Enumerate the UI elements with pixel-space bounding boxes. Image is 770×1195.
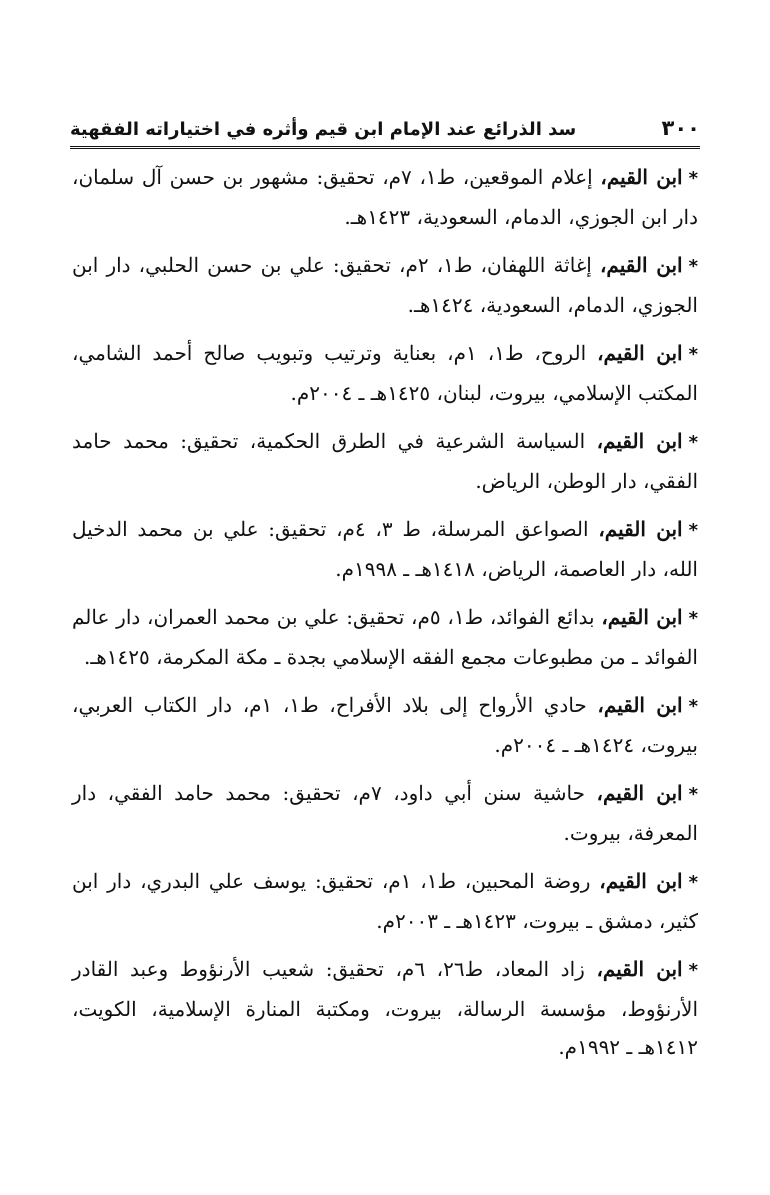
- entry-text: إغاثة اللهفان، ط١، ٢م، تحقيق: علي بن حسن الحلبي، دار ابن الجوزي، الدمام، السعودية، ١٤٢٤هـ.: [72, 253, 698, 317]
- bullet-star-icon: *: [688, 432, 698, 453]
- running-title: سد الذرائع عند الإمام ابن قيم وأثره في اختياراته الفقهية: [70, 119, 577, 140]
- entry-text: الصواعق المرسلة، ط ٣، ٤م، تحقيق: علي بن محمد الدخيل الله، دار العاصمة، الرياض، ١٤١٨هـ ـ ١٩٩٨م.: [72, 517, 698, 581]
- bullet-star-icon: *: [688, 872, 699, 893]
- entry-author: ابن القيم،: [597, 693, 683, 717]
- entry-author: ابن القيم،: [596, 957, 683, 981]
- entry-author: ابن القيم،: [597, 341, 683, 365]
- bibliography-entry: [72, 774, 698, 852]
- entry-author: ابن القيم،: [599, 253, 683, 277]
- entry-text: حادي الأرواح إلى بلاد الأفراح، ط١، ١م، دار الكتاب العربي، بيروت، ١٤٢٤هـ ـ ٢٠٠٤م.: [72, 693, 698, 757]
- entry-author: ابن القيم،: [596, 429, 683, 453]
- bullet-star-icon: *: [688, 784, 698, 805]
- bullet-star-icon: *: [688, 696, 698, 717]
- bibliography-list: [72, 158, 698, 1076]
- bibliography-entry: [72, 158, 698, 236]
- header-rule: [70, 146, 700, 149]
- bibliography-entry: [72, 862, 698, 940]
- bullet-star-icon: *: [688, 608, 699, 629]
- bullet-star-icon: *: [688, 256, 698, 277]
- entry-author: ابن القيم،: [600, 165, 683, 189]
- bullet-star-icon: *: [688, 344, 698, 365]
- page-header: [70, 100, 700, 140]
- entry-text: السياسة الشرعية في الطرق الحكمية، تحقيق: محمد حامد الفقي، دار الوطن، الرياض.: [72, 429, 698, 493]
- entry-author: ابن القيم،: [598, 517, 683, 541]
- entry-author: ابن القيم،: [601, 605, 683, 629]
- page-number: ٣٠٠: [661, 116, 700, 140]
- entry-text: الروح، ط١، ١م، بعناية وترتيب وتبويب صالح أحمد الشامي، المكتب الإسلامي، بيروت، لبنان، ١٤٢٥هـ ـ ٢٠٠٤م.: [72, 341, 698, 405]
- bibliography-entry: [72, 598, 698, 676]
- bibliography-entry: [72, 246, 698, 324]
- entry-text: حاشية سنن أبي داود، ٧م، تحقيق: محمد حامد الفقي، دار المعرفة، بيروت.: [72, 781, 698, 845]
- bibliography-entry: [72, 950, 698, 1066]
- bullet-star-icon: *: [688, 960, 699, 981]
- entry-text: إعلام الموقعين، ط١، ٧م، تحقيق: مشهور بن حسن آل سلمان، دار ابن الجوزي، الدمام، السعودية، ١٤٢٣هـ.: [72, 165, 698, 229]
- entry-author: ابن القيم،: [596, 781, 683, 805]
- bibliography-entry: [72, 334, 698, 412]
- entry-text: زاد المعاد، ط٢٦، ٦م، تحقيق: شعيب الأرنؤوط وعبد القادر الأرنؤوط، مؤسسة الرسالة، بيروت، ومكتبة المنارة الإسلامية، الكويت، ١٤١٢هـ ـ ١٩٩٢م.: [72, 957, 698, 1059]
- bibliography-entry: [72, 422, 698, 500]
- entry-text: روضة المحبين، ط١، ١م، تحقيق: يوسف علي البدري، دار ابن كثير، دمشق ـ بيروت، ١٤٢٣هـ ـ ٢٠٠٣م.: [72, 869, 698, 933]
- bullet-star-icon: *: [688, 520, 698, 541]
- bibliography-entry: [72, 510, 698, 588]
- bibliography-entry: [72, 686, 698, 764]
- bullet-star-icon: *: [688, 168, 698, 189]
- entry-author: ابن القيم،: [599, 869, 683, 893]
- entry-text: بدائع الفوائد، ط١، ٥م، تحقيق: علي بن محمد العمران، دار عالم الفوائد ـ من مطبوعات مجمع الفقه الإسلامي بجدة ـ مكة المكرمة، ١٤٢٥هـ.: [72, 605, 698, 669]
